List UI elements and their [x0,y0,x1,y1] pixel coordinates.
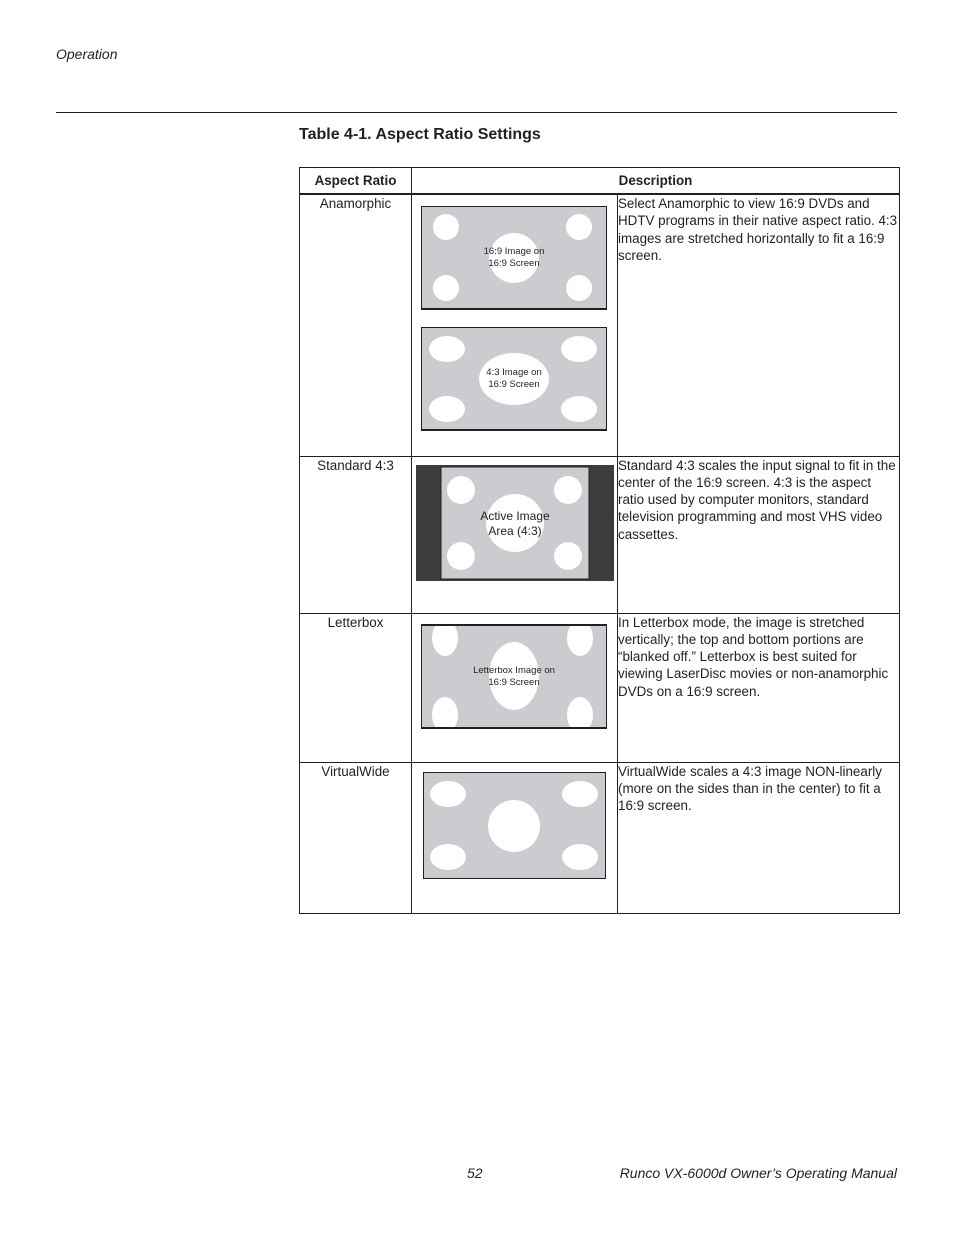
table-header-row [300,168,900,195]
figure-label: 4:3 Image on 16:9 Screen [486,367,542,390]
description-anamorphic: Select Anamorphic to view 16:9 DVDs and HDTV programs in their native aspect ratio. 4:3 images are stretched horizontally to fit a 16:9 screen. [618,194,900,456]
anamorphic-figures [412,194,618,456]
aspect-ratio-table [299,167,900,914]
column-header-description: Description [412,168,900,195]
description-virtualwide: VirtualWide scales a 4:3 image NON-linearly (more on the sides than in the center) to fit a 16:9 screen. [618,762,900,913]
description-standard-4-3: Standard 4:3 scales the input signal to fit in the center of the 16:9 screen. 4:3 is the aspect ratio used by computer monitors, standard television programming and most VHS video cassettes. [618,456,900,613]
aspect-name-virtualwide: VirtualWide [300,762,412,913]
figure-label: Active Image Area (4:3) [480,508,550,538]
aspect-name-standard-4-3: Standard 4:3 [300,456,412,613]
column-header-aspect-ratio: Aspect Ratio [300,168,412,195]
figure-label: Letterbox Image on 16:9 Screen [473,664,555,688]
header-rule [56,112,897,113]
manual-title: Runco VX-6000d Owner’s Operating Manual [619,1165,897,1181]
table-row-standard-4-3 [300,456,900,613]
standard-4-3-figure-cell [412,456,618,613]
page-number: 52 [467,1165,483,1181]
aspect-name-letterbox: Letterbox [300,613,412,762]
table-title: Table 4-1. Aspect Ratio Settings [299,126,541,143]
figure-16-9-on-16-9 [421,206,607,310]
figure-virtualwide [423,772,606,879]
figure-label: 16:9 Image on 16:9 Screen [483,246,545,269]
running-header: Operation [56,46,118,62]
table-row-letterbox [300,613,900,762]
letterbox-figure-cell [412,613,618,762]
figure-standard-4-3 [416,465,614,581]
table-row-anamorphic [300,194,900,456]
virtualwide-figure-cell [412,762,618,913]
description-letterbox: In Letterbox mode, the image is stretched vertically; the top and bottom portions are “blanked off.” Letterbox is best suited for viewing LaserDisc movies or non-anamorphic DVDs on a 16:9 screen. [618,613,900,762]
table-row-virtualwide [300,762,900,913]
figure-letterbox [421,624,607,730]
figure-4-3-on-16-9 [421,327,607,431]
aspect-name-anamorphic: Anamorphic [300,194,412,456]
